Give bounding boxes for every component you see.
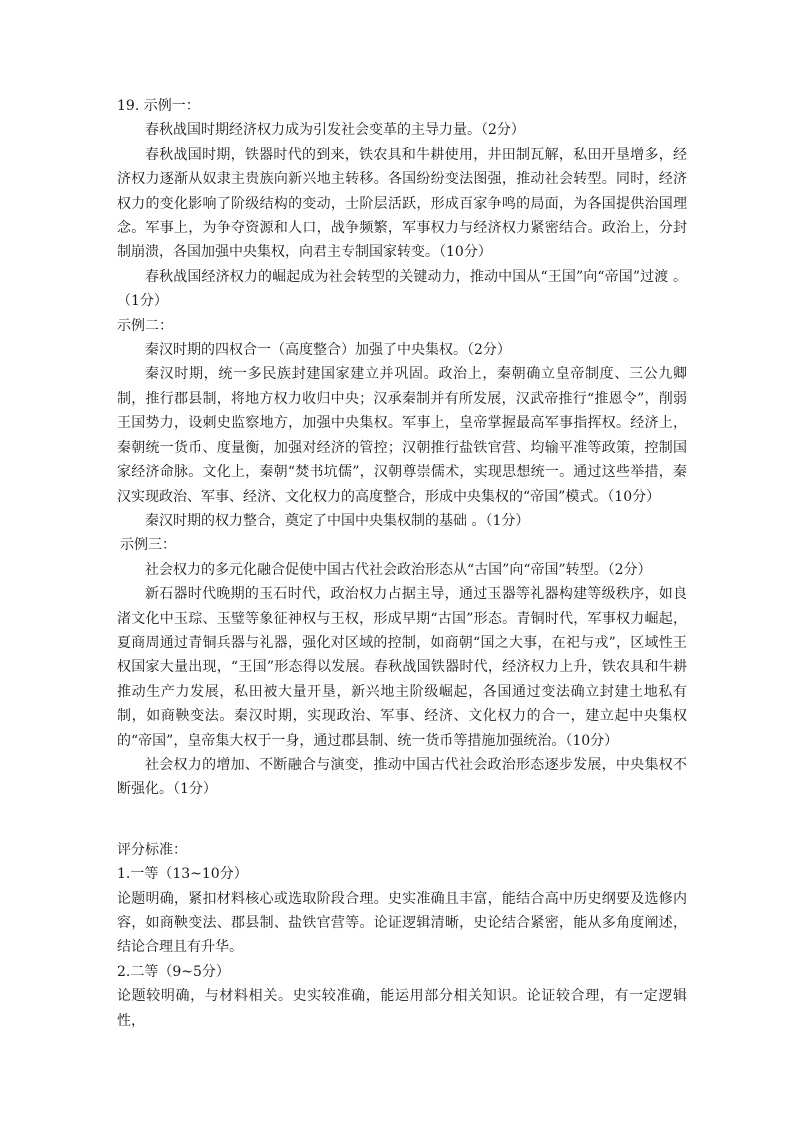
question-label: 19. 示例一： [117,98,200,114]
example1-thesis: 春秋战国时期经济权力成为引发社会变革的主导力量。（2分） [145,122,525,139]
example2-conclusion: 秦汉时期的权力整合，奠定了中国中央集权制的基础 。（1分） [145,512,530,529]
example3-body: 新石器时代晚期的玉石时代，政治权力占据主导，通过玉器等礼器构建等级秩序，如良渚文化中玉琮、玉璧等象征神权与王权，形成早期“古国”形态。青铜时代，军事权力崛起，夏商周通过青铜兵器与礼器，强化对区域的控制，如商朝“国之大事，在祀与戎”，区域性王权国家大量出现，“王国”形态得以发展。春秋战国铁器时代，经济权力上升，铁农具和牛耕推动生产力发展，私田被大量开垦，新兴地主阶级崛起，各国通过变法确立封建土地私有制，如商鞅变法。秦汉时期，实现政治、军事、经济、文化权力的合一，建立起中央集权的“帝国”，皇帝集大权于一身，通过郡县制、统一货币等措施加强统治。（10分） [117,586,687,749]
example3-label: 示例三： [120,537,176,554]
example3-conclusion: 社会权力的增加、不断融合与演变，推动中国古代社会政治形态逐步发展，中央集权不断强化。（1分） [117,756,687,798]
example2-thesis: 秦汉时期的四权合一（高度整合）加强了中央集权。（2分） [145,342,511,359]
example3-thesis: 社会权力的多元化融合促使中国古代社会政治形态从“古国”向“帝国”转型。（2分） [145,561,652,578]
example2-body: 秦汉时期，统一多民族封建国家建立并巩固。政治上，秦朝确立皇帝制度、三公九卿制，推行郡县制，将地方权力收归中央；汉承秦制并有所发展，汉武帝推行“推恩令”，削弱王国势力，设刺史监察地方，加强中央集权。军事上，皇帝掌握最高军事指挥权。经济上，秦朝统一货币、度量衡，加强对经济的管控；汉朝推行盐铁官营、均输平准等政策，控制国家经济命脉。文化上，秦朝“焚书坑儒”，汉朝尊崇儒术，实现思想统一。通过这些举措，秦汉实现政治、军事、经济、文化权力的高度整合，形成中央集权的“帝国”模式。（10分） [117,366,687,505]
example1-body: 春秋战国时期，铁器时代的到来，铁农具和牛耕使用，井田制瓦解，私田开垦增多，经济权力逐渐从奴隶主贵族向新兴地主转移。各国纷纷变法图强，推动社会转型。同时，经济权力的变化影响了阶级结构的变动，士阶层活跃，形成百家争鸣的局面，为各国提供治国理念。军事上，为争夺资源和人口，战争频繁，军事权力与经济权力紧密结合。政治上，分封制崩溃，各国加强中央集权，向君主专制国家转变。（10分） [117,146,687,261]
example1-conclusion: 春秋战国经济权力的崛起成为社会转型的关键动力，推动中国从“王国”向“帝国”过渡 。（1分） [117,268,687,310]
grade2-description: 论题较明确，与材料相关。史实较准确，能运用部分相关知识。论证较合理，有一定逻辑性， [117,988,687,1029]
answer-document [117,94,687,1033]
example2-label: 示例二： [117,317,173,334]
grade2-label: 2.二等（9~5分） [117,963,230,980]
scoring-title: 评分标准： [117,841,187,858]
grade1-label: 1.一等（13~10分） [117,866,248,883]
grade1-description: 论题明确，紧扣材料核心或选取阶段合理。史实准确且丰富，能结合高中历史纲要及选修内容，如商鞅变法、郡县制、盐铁官营等。论证逻辑清晰，史论结合紧密，能从多角度阐述，结论合理且有升华。 [117,890,687,956]
section-spacer [117,802,687,838]
